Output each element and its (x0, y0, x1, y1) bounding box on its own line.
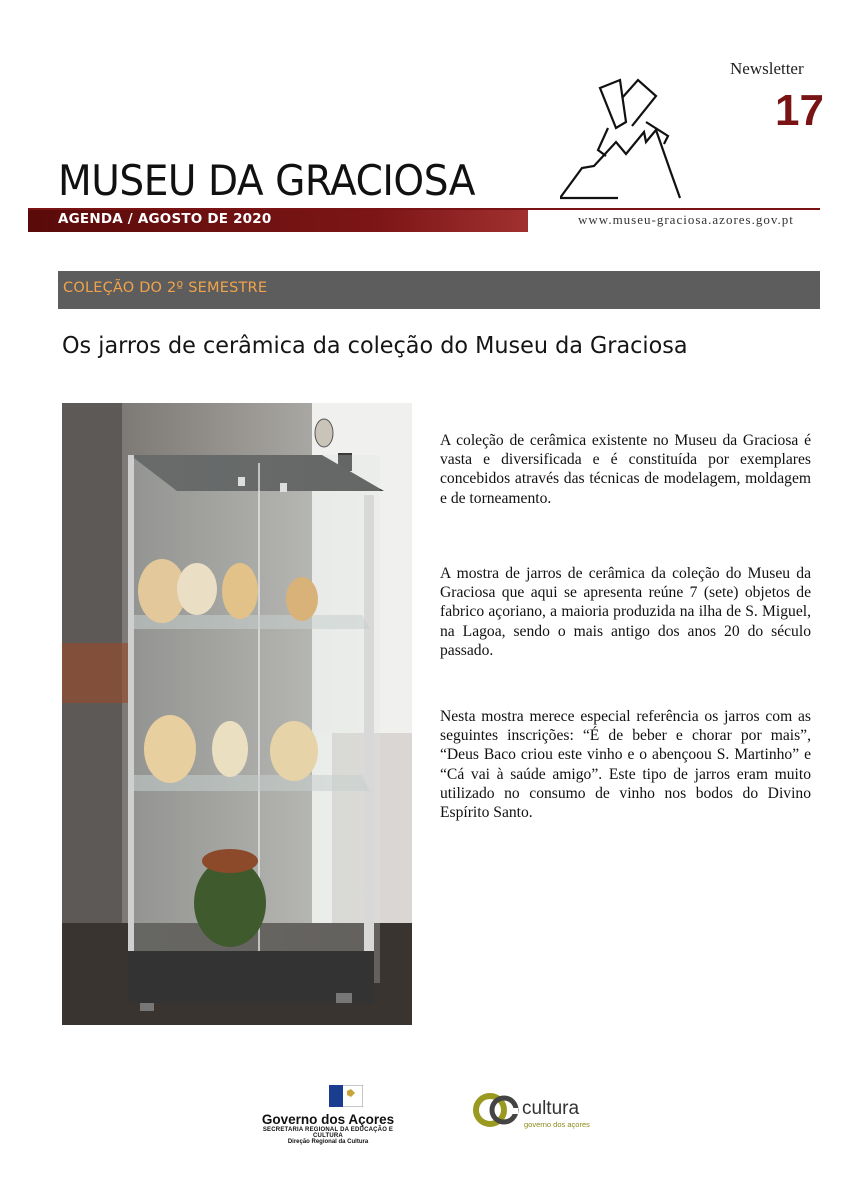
website-link[interactable]: www.museu-graciosa.azores.gov.pt (578, 212, 794, 227)
governo-acores-logo (248, 1085, 408, 1145)
cultura-sub: governo dos açores (524, 1120, 590, 1129)
paragraph-3: Nesta mostra merece especial referência os jarros com as seguintes inscrições: “É de beber e chorar por mais”, “Deus Baco criou este vinho e o abençoou S. Martinho” e “Cá vai à saúde amigo”. Este tipo de jarros eram muito utilizado no consumo de vinho nos bodos do Divino Espírito Santo. (440, 708, 811, 822)
gov-name: Governo dos Açores (261, 1112, 395, 1127)
cultura-word: cultura (522, 1098, 580, 1119)
acores-flag-icon (329, 1085, 363, 1107)
gov-direction: Direção Regional da Cultura (287, 1139, 369, 1145)
agenda-date: AGENDA / AGOSTO DE 2020 (58, 211, 272, 227)
cabinet-photo (62, 403, 412, 1025)
gov-secretariat: SECRETARIA REGIONAL DA EDUCAÇÃO E CULTURA (262, 1127, 394, 1139)
header-bar-line (28, 208, 820, 210)
paragraph-1: A coleção de cerâmica existente no Museu da Graciosa é vasta e diversificada e é constituída por exemplares concebidos através das técnicas de modelagem, moldagem e de torneamento. (440, 432, 811, 507)
issue-number: 17 (775, 86, 824, 135)
windmill-logo (560, 70, 700, 205)
newsletter-label: Newsletter (730, 59, 804, 78)
article-headline: Os jarros de cerâmica da coleção do Museu da Graciosa (62, 333, 688, 359)
cultura-logo (472, 1090, 602, 1135)
paragraph-2: A mostra de jarros de cerâmica da coleção do Museu da Graciosa que aqui se apresenta reúne 7 (sete) objetos de fabrico açoriano, a maioria produzida na ilha de S. Miguel, na Lagoa, sendo o mais antigo dos anos 20 do século passado. (440, 565, 811, 659)
cultura-ring-icon (472, 1090, 522, 1132)
section-bar (58, 271, 820, 309)
section-label: COLEÇÃO DO 2º SEMESTRE (63, 280, 268, 296)
page-title: MUSEU DA GRACIOSA (58, 156, 476, 205)
